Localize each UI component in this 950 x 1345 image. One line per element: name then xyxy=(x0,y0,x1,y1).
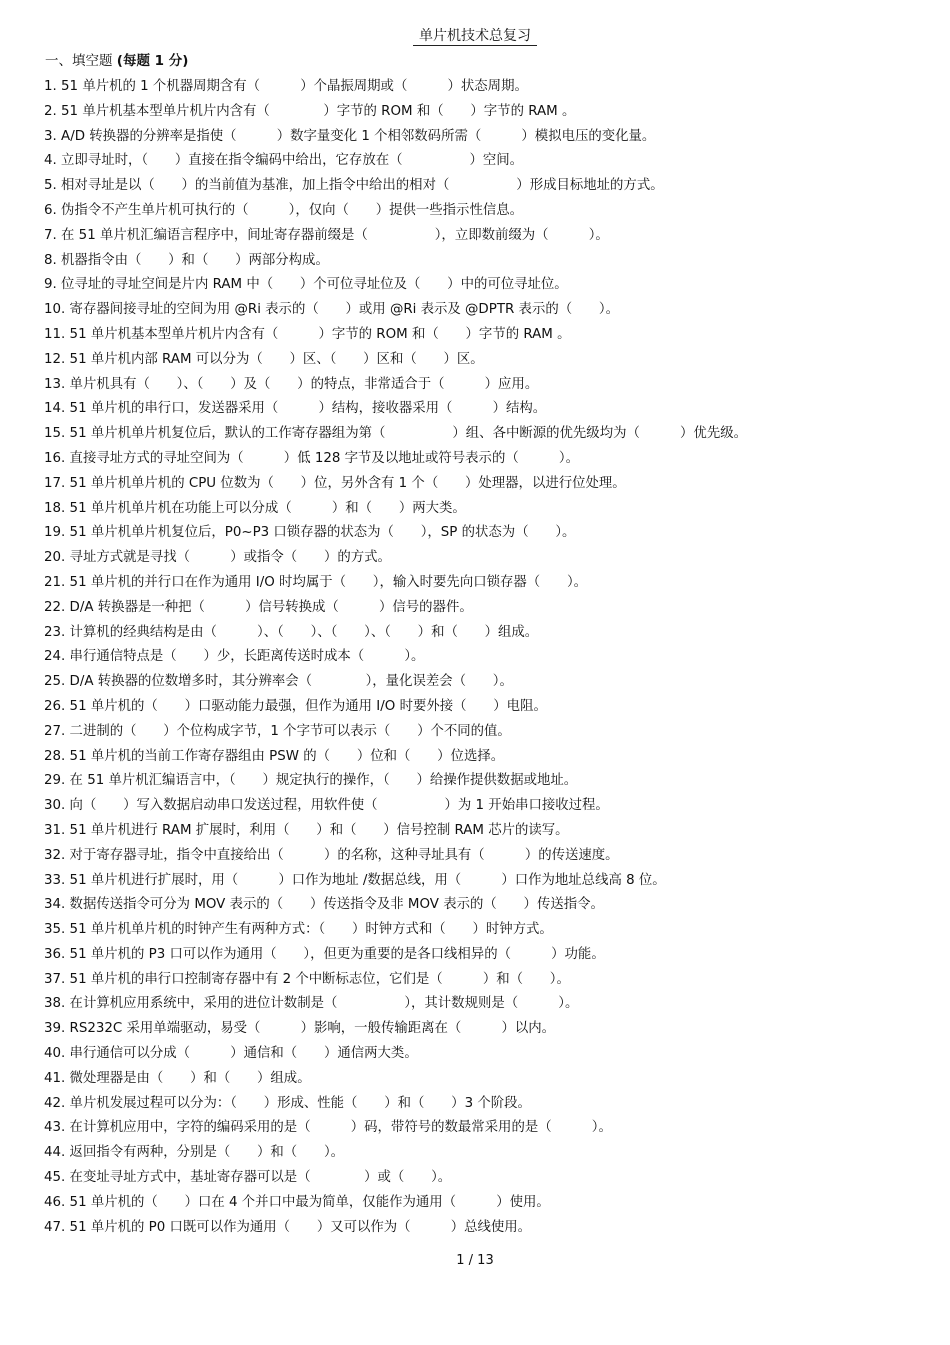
question-item: 4. 立即寻址时，（ ）直接在指令编码中给出，它存放在（ ）空间。 xyxy=(44,153,524,169)
question-item: 26. 51 单片机的（ ）口驱动能力最强，但作为通用 I/O 时要外接（ ）电阻。 xyxy=(44,698,547,714)
question-item: 47. 51 单片机的 P0 口既可以作为通用（ ）又可以作为（ ）总线使用。 xyxy=(44,1219,532,1235)
question-item: 37. 51 单片机的串行口控制寄存器中有 2 个中断标志位，它们是（ ）和（ ）。 xyxy=(44,971,570,987)
question-item: 30. 向（ ）写入数据启动串口发送过程，用软件使（ ）为 1 开始串口接收过程。 xyxy=(44,798,609,814)
question-item: 3. A/D 转换器的分辨率是指使（ ）数字量变化 1 个相邻数码所需（ ）模拟电压的变化量。 xyxy=(44,128,656,144)
section-note: (每题 1 分) xyxy=(116,53,189,69)
section-title: 一、填空题 xyxy=(45,53,113,69)
question-item: 20. 寻址方式就是寻找（ ）或指令（ ）的方式。 xyxy=(44,550,391,566)
question-item: 15. 51 单片机单片机复位后，默认的工作寄存器组为第（ ）组、各中断源的优先级均为（ ）优先级。 xyxy=(44,426,747,442)
question-item: 45. 在变址寻址方式中，基址寄存器可以是（ ）或（ ）。 xyxy=(44,1170,452,1186)
document-title xyxy=(0,26,950,46)
question-item: 24. 串行通信特点是（ ）少，长距离传送时成本（ ）。 xyxy=(44,649,425,665)
document-title-text: 单片机技术总复习 xyxy=(413,28,537,46)
question-item: 6. 伪指令不产生单片机可执行的（ ），仅向（ ）提供一些指示性信息。 xyxy=(44,202,524,218)
question-item: 44. 返回指令有两种，分别是（ ）和（ ）。 xyxy=(44,1145,345,1161)
question-item: 8. 机器指令由（ ）和（ ）两部分构成。 xyxy=(44,252,329,268)
question-item: 42. 单片机发展过程可以分为：（ ）形成、性能（ ）和（ ）3 个阶段。 xyxy=(44,1095,531,1111)
question-item: 38. 在计算机应用系统中，采用的进位计数制是（ ），其计数规则是（ ）。 xyxy=(44,996,579,1012)
question-item: 32. 对于寄存器寻址，指令中直接给出（ ）的名称，这种寻址具有（ ）的传送速度。 xyxy=(44,847,619,863)
question-item: 33. 51 单片机进行扩展时，用（ ）口作为地址 /数据总线，用（ ）口作为地址总线高 8 位。 xyxy=(44,872,666,888)
question-item: 39. RS232C 采用单端驱动，易受（ ）影响，一般传输距离在（ ）以内。 xyxy=(44,1021,556,1037)
question-item: 10. 寄存器间接寻址的空间为用 @Ri 表示的（ ）或用 @Ri 表示及 @DPTR 表示的（ ）。 xyxy=(44,302,619,318)
page-indicator: 1 / 13 xyxy=(456,1253,494,1268)
question-item: 2. 51 单片机基本型单片机片内含有（ ）字节的 ROM 和（ ）字节的 RAM 。 xyxy=(44,103,576,119)
question-item: 25. D/A 转换器的位数增多时，其分辨率会（ ），量化误差会（ ）。 xyxy=(44,674,513,690)
question-item: 23. 计算机的经典结构是由（ ）、（ ）、（ ）、（ ）和（ ）组成。 xyxy=(44,624,539,640)
question-item: 36. 51 单片机的 P3 口可以作为通用（ ），但更为重要的是各口线相异的（ ）功能。 xyxy=(44,946,605,962)
question-item: 27. 二进制的（ ）个位构成字节，1 个字节可以表示（ ）个不同的值。 xyxy=(44,723,511,739)
question-item: 18. 51 单片机单片机在功能上可以分成（ ）和（ ）两大类。 xyxy=(44,500,466,516)
section-heading xyxy=(45,51,188,71)
question-item: 35. 51 单片机单片机的时钟产生有两种方式：（ ）时钟方式和（ ）时钟方式。 xyxy=(44,922,553,938)
question-item: 22. D/A 转换器是一种把（ ）信号转换成（ ）信号的器件。 xyxy=(44,599,473,615)
question-item: 46. 51 单片机的（ ）口在 4 个并口中最为简单，仅能作为通用（ ）使用。 xyxy=(44,1194,550,1210)
question-item: 17. 51 单片机单片机的 CPU 位数为（ ）位，另外含有 1 个（ ）处理器，以进行位处理。 xyxy=(44,475,626,491)
question-item: 28. 51 单片机的当前工作寄存器组由 PSW 的（ ）位和（ ）位选择。 xyxy=(44,748,505,764)
question-item: 13. 单片机具有（ ）、（ ）及（ ）的特点，非常适合于（ ）应用。 xyxy=(44,376,539,392)
question-item: 7. 在 51 单片机汇编语言程序中，间址寄存器前缀是（ ），立即数前缀为（ ）。 xyxy=(44,227,609,243)
question-item: 12. 51 单片机内部 RAM 可以分为（ ）区、（ ）区和（ ）区。 xyxy=(44,351,484,367)
question-item: 19. 51 单片机单片机复位后，P0~P3 口锁存器的状态为（ ），SP 的状态为（ ）。 xyxy=(44,525,576,541)
question-item: 5. 相对寻址是以（ ）的当前值为基准，加上指令中给出的相对（ ）形成目标地址的方式。 xyxy=(44,178,664,194)
question-item: 11. 51 单片机基本型单片机片内含有（ ）字节的 ROM 和（ ）字节的 RAM 。 xyxy=(44,326,571,342)
question-item: 41. 微处理器是由（ ）和（ ）组成。 xyxy=(44,1070,311,1086)
question-list xyxy=(44,77,924,1242)
question-item: 34. 数据传送指令可分为 MOV 表示的（ ）传送指令及非 MOV 表示的（ ）传送指令。 xyxy=(44,897,604,913)
question-item: 40. 串行通信可以分成（ ）通信和（ ）通信两大类。 xyxy=(44,1046,418,1062)
question-item: 29. 在 51 单片机汇编语言中，（ ）规定执行的操作，（ ）给操作提供数据或地址。 xyxy=(44,773,578,789)
question-item: 9. 位寻址的寻址空间是片内 RAM 中（ ）个可位寻址位及（ ）中的可位寻址位。 xyxy=(44,277,568,293)
question-item: 1. 51 单片机的 1 个机器周期含有（ ）个晶振周期或（ ）状态周期。 xyxy=(44,79,528,94)
question-item: 43. 在计算机应用中，字符的编码采用的是（ ）码，带符号的数最常采用的是（ ）。 xyxy=(44,1120,612,1136)
question-item: 16. 直接寻址方式的寻址空间为（ ）低 128 字节及以地址或符号表示的（ ）。 xyxy=(44,450,579,466)
question-item: 21. 51 单片机的并行口在作为通用 I/O 时均属于（ ），输入时要先向口锁存器（ ）。 xyxy=(44,574,588,590)
question-item: 31. 51 单片机进行 RAM 扩展时，利用（ ）和（ ）信号控制 RAM 芯片的读写。 xyxy=(44,822,569,838)
question-item: 14. 51 单片机的串行口，发送器采用（ ）结构，接收器采用（ ）结构。 xyxy=(44,401,547,417)
